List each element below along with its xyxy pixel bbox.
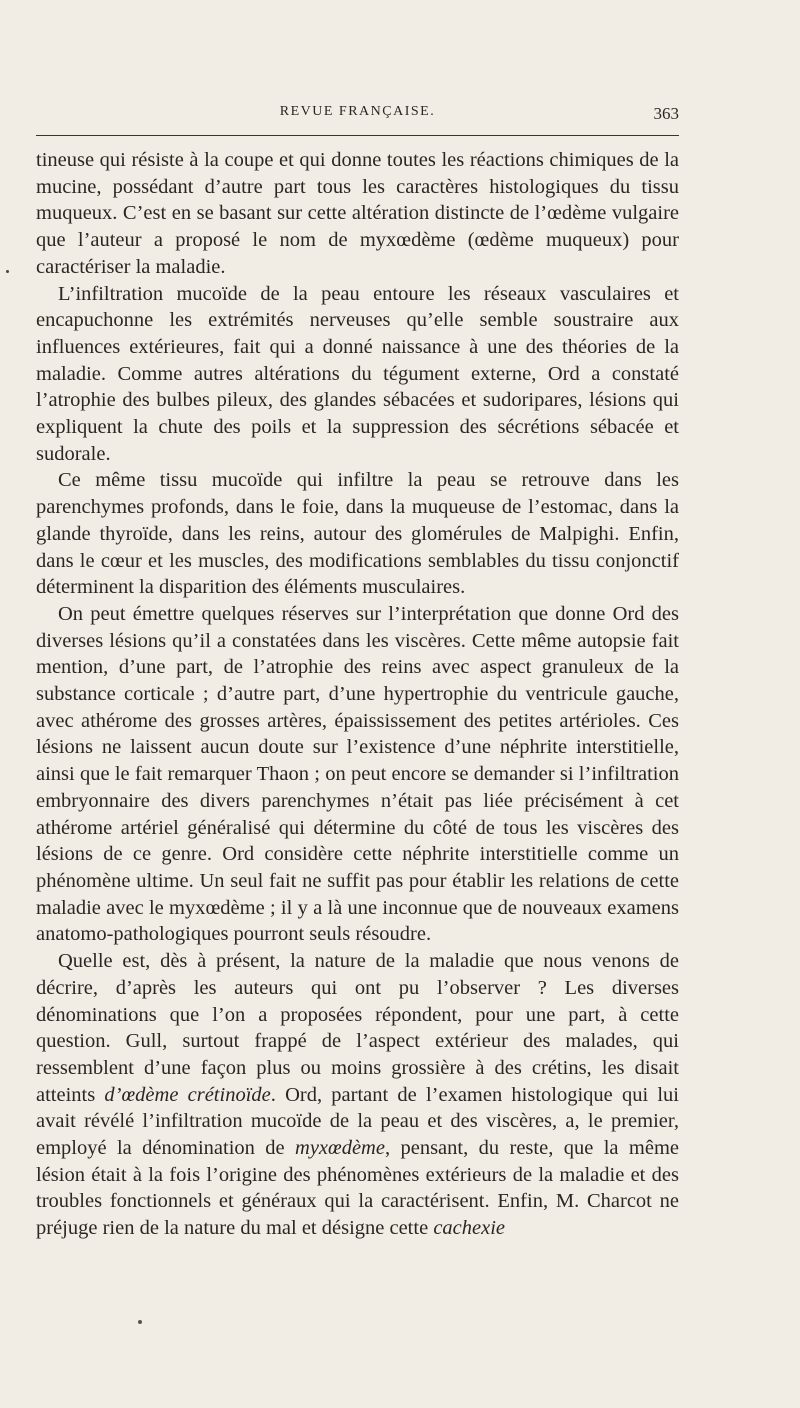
text-run: On peut émettre quelques réserves sur l’interprétation que donne Ord des diverses lésions qu’il a constatées dans les viscères. Cette même autopsie fait mention, d’une part, de l’atrophie des reins avec aspect granuleux de la substance corticale ; d’autre part, d’une hypertrophie du ventricule gauche, avec athérome des grosses artères, épaississement des petites artérioles. Ces lésions ne laissent aucun doute sur l’existence d’une néphrite interstitielle, ainsi que le fait remarquer Thaon ; on peut encore se demander si l’infiltration embryonnaire des divers parenchymes n’était pas liée précisément à cet athérome artériel généralisé qui détermine du côté de tous les viscères des lésions de ce genre. Ord considère cette néphrite interstitielle comme un phénomène ultime. Un seul fait ne suffit pas pour établir les relations de cette maladie avec le myxœdème ; il y a là une inconnue que de nouveaux examens anatomo-pathologiques pourront seuls résoudre. xyxy=(36,602,679,946)
body-text xyxy=(36,147,679,1242)
running-header xyxy=(36,104,679,130)
header-rule xyxy=(36,135,679,136)
text-run: Quelle est, dès à présent, la nature de la maladie que nous venons de décrire, d’après les auteurs qui ont pu l’observer ? Les diverses dénominations que l’on a proposées répondent, pour une part, à cette question. Gull, surtout frappé de l’aspect extérieur des malades, qui ressemblent d’une façon plus ou moins grossière à des crétins, les disait atteints xyxy=(36,950,679,1106)
italic-term: myxœdème xyxy=(295,1137,385,1160)
paragraph xyxy=(36,601,679,948)
paragraph xyxy=(36,147,679,281)
italic-term: d’œdème crétinoïde xyxy=(104,1083,271,1106)
running-title: REVUE FRANÇAISE. xyxy=(279,104,436,119)
ink-speck xyxy=(138,1320,142,1324)
margin-ink-mark xyxy=(6,270,9,273)
text-run: L’infiltration mucoïde de la peau entoure les réseaux vasculaires et encapuchonne les extrémités nerveuses qu’elle semble soustraire aux influences extérieures, fait qui a donné naissance à une des théories de la maladie. Comme autres altérations du tégument externe, Ord a constaté l’atrophie des bulbes pileux, des glandes sébacées et sudoripares, lésions qui expliquent la chute des poils et la suppression des sécrétions sébacée et sudorale. xyxy=(36,282,679,465)
text-run: , pensant, du reste, que la même lésion était à la fois l’origine des phénomènes extérieurs de la maladie et des troubles fonctionnels et généraux qui la caractérisent. Enfin, M. Charcot ne préjuge rien de la nature du mal et désigne cette xyxy=(36,1137,679,1240)
paragraph xyxy=(36,467,679,601)
text-run: tineuse qui résiste à la coupe et qui donne toutes les réactions chimiques de la mucine, possédant d’autre part tous les caractères histologiques du tissu muqueux. C’est en se basant sur cette altération distincte de l’œdème vulgaire que l’auteur a proposé le nom de myxœdème (œdème muqueux) pour caractériser la maladie. xyxy=(36,149,679,278)
text-run: Ce même tissu mucoïde qui infiltre la peau se retrouve dans les parenchymes profonds, dans le foie, dans la muqueuse de l’estomac, dans la glande thyroïde, dans les reins, autour des glomérules de Malpighi. Enfin, dans le cœur et les muscles, des modifications semblables du tissu conjonctif déterminent la disparition des éléments musculaires. xyxy=(36,469,679,599)
text-run: . Ord, partant de l’examen histologique qui lui avait révélé l’infiltration mucoïde de la peau et des viscères, a, le premier, employé la dénomination de xyxy=(36,1083,680,1160)
paragraph xyxy=(36,948,679,1242)
italic-term: cachexie xyxy=(433,1217,506,1240)
paragraph xyxy=(36,281,679,468)
page-number: 363 xyxy=(653,104,679,123)
